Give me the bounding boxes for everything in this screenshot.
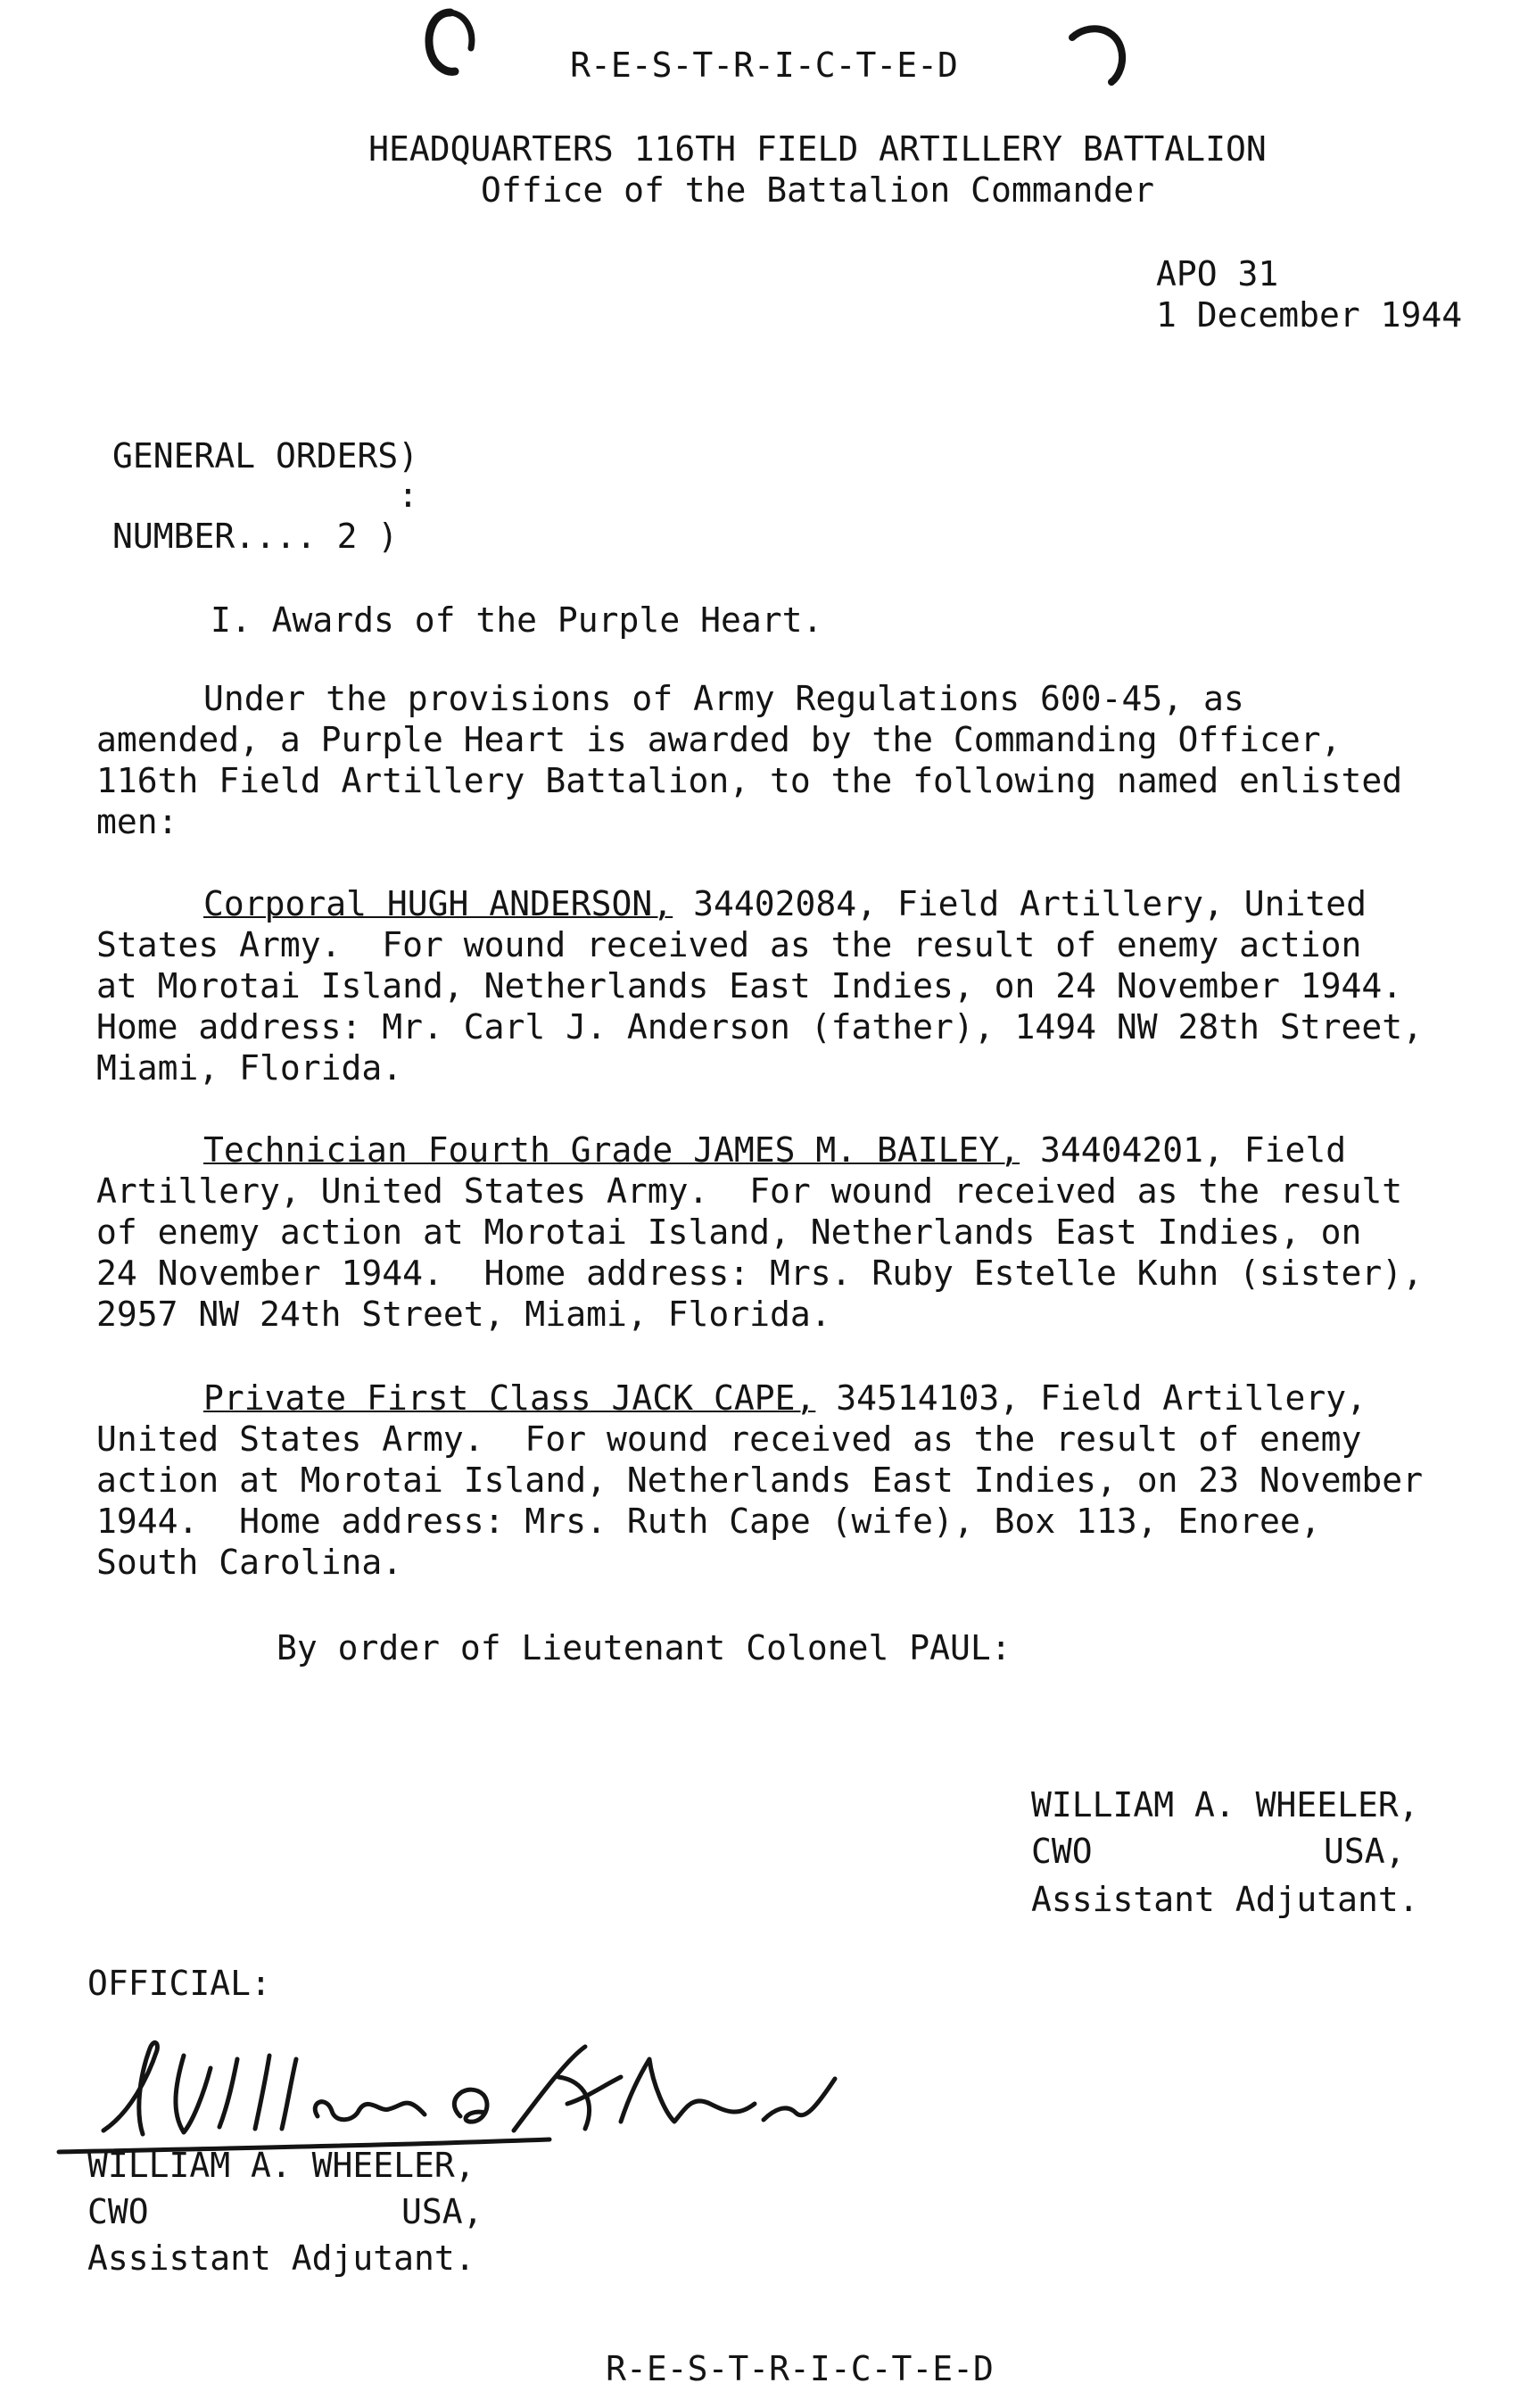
official-rank-cwo: CWO xyxy=(87,2192,149,2231)
classification-bottom: R-E-S-T-R-I-C-T-E-D xyxy=(606,2349,994,2388)
orders-colon: : xyxy=(398,476,418,515)
signature-rank-usa: USA, xyxy=(1324,1832,1406,1871)
award-line: Miami, Florida. xyxy=(96,1048,403,1088)
intro-line: amended, a Purple Heart is awarded by the Commanding Officer, xyxy=(96,720,1342,759)
by-order-line: By order of Lieutenant Colonel PAUL: xyxy=(277,1628,1012,1667)
award-line: Home address: Mr. Carl J. Anderson (father), 1494 NW 28th Street, xyxy=(96,1007,1424,1047)
award-first-line: 34404201, Field xyxy=(1020,1130,1347,1170)
signature-title: Assistant Adjutant. xyxy=(1031,1880,1419,1919)
order-date: 1 December 1944 xyxy=(1156,295,1463,335)
award-recipient: Corporal HUGH ANDERSON, xyxy=(203,884,673,923)
official-title: Assistant Adjutant. xyxy=(87,2238,475,2278)
award-line: action at Morotai Island, Netherlands East Indies, on 23 November xyxy=(96,1461,1424,1500)
award-recipient: Private First Class JACK CAPE, xyxy=(203,1378,816,1418)
award-line: United States Army. For wound received as the result of enemy xyxy=(96,1419,1362,1459)
order-number: NUMBER.... 2 ) xyxy=(112,517,399,556)
signature-name: WILLIAM A. WHEELER, xyxy=(1031,1785,1419,1825)
award-recipient: Technician Fourth Grade JAMES M. BAILEY, xyxy=(203,1130,1020,1170)
award-bailey xyxy=(96,1130,1470,1335)
intro-paragraph xyxy=(96,678,1470,842)
award-line: 2957 NW 24th Street, Miami, Florida. xyxy=(96,1295,831,1334)
award-first-line: 34514103, Field Artillery, xyxy=(815,1378,1367,1418)
location-apo: APO 31 xyxy=(1156,254,1279,294)
award-line: 1944. Home address: Mrs. Ruth Cape (wife), Box 113, Enoree, xyxy=(96,1502,1321,1541)
award-first-line: 34402084, Field Artillery, United xyxy=(673,884,1367,923)
award-line: of enemy action at Morotai Island, Netherlands East Indies, on xyxy=(96,1212,1362,1252)
intro-line: 116th Field Artillery Battalion, to the following named enlisted xyxy=(96,761,1403,800)
award-anderson xyxy=(96,883,1470,1088)
general-orders-label: GENERAL ORDERS) xyxy=(112,436,419,476)
official-rank-usa: USA, xyxy=(401,2192,483,2231)
classification-top: R-E-S-T-R-I-C-T-E-D xyxy=(570,46,958,85)
award-line: 24 November 1944. Home address: Mrs. Ruby Estelle Kuhn (sister), xyxy=(96,1254,1424,1293)
intro-line: men: xyxy=(96,802,178,841)
intro-line: Under the provisions of Army Regulations 600-45, as xyxy=(203,679,1244,718)
award-line: at Morotai Island, Netherlands East Indies, on 24 November 1944. xyxy=(96,966,1403,1005)
award-line: States Army. For wound received as the result of enemy action xyxy=(96,925,1362,964)
header-unit: HEADQUARTERS 116TH FIELD ARTILLERY BATTALION xyxy=(368,129,1267,169)
award-line: South Carolina. xyxy=(96,1543,403,1582)
signature-rank-cwo: CWO xyxy=(1031,1832,1093,1871)
section-title: I. Awards of the Purple Heart. xyxy=(211,600,823,640)
header-office: Office of the Battalion Commander xyxy=(481,170,1154,210)
official-name: WILLIAM A. WHEELER, xyxy=(87,2146,475,2185)
official-label: OFFICIAL: xyxy=(87,1964,271,2003)
award-line: Artillery, United States Army. For wound received as the result xyxy=(96,1171,1403,1211)
award-cape xyxy=(96,1378,1470,1583)
